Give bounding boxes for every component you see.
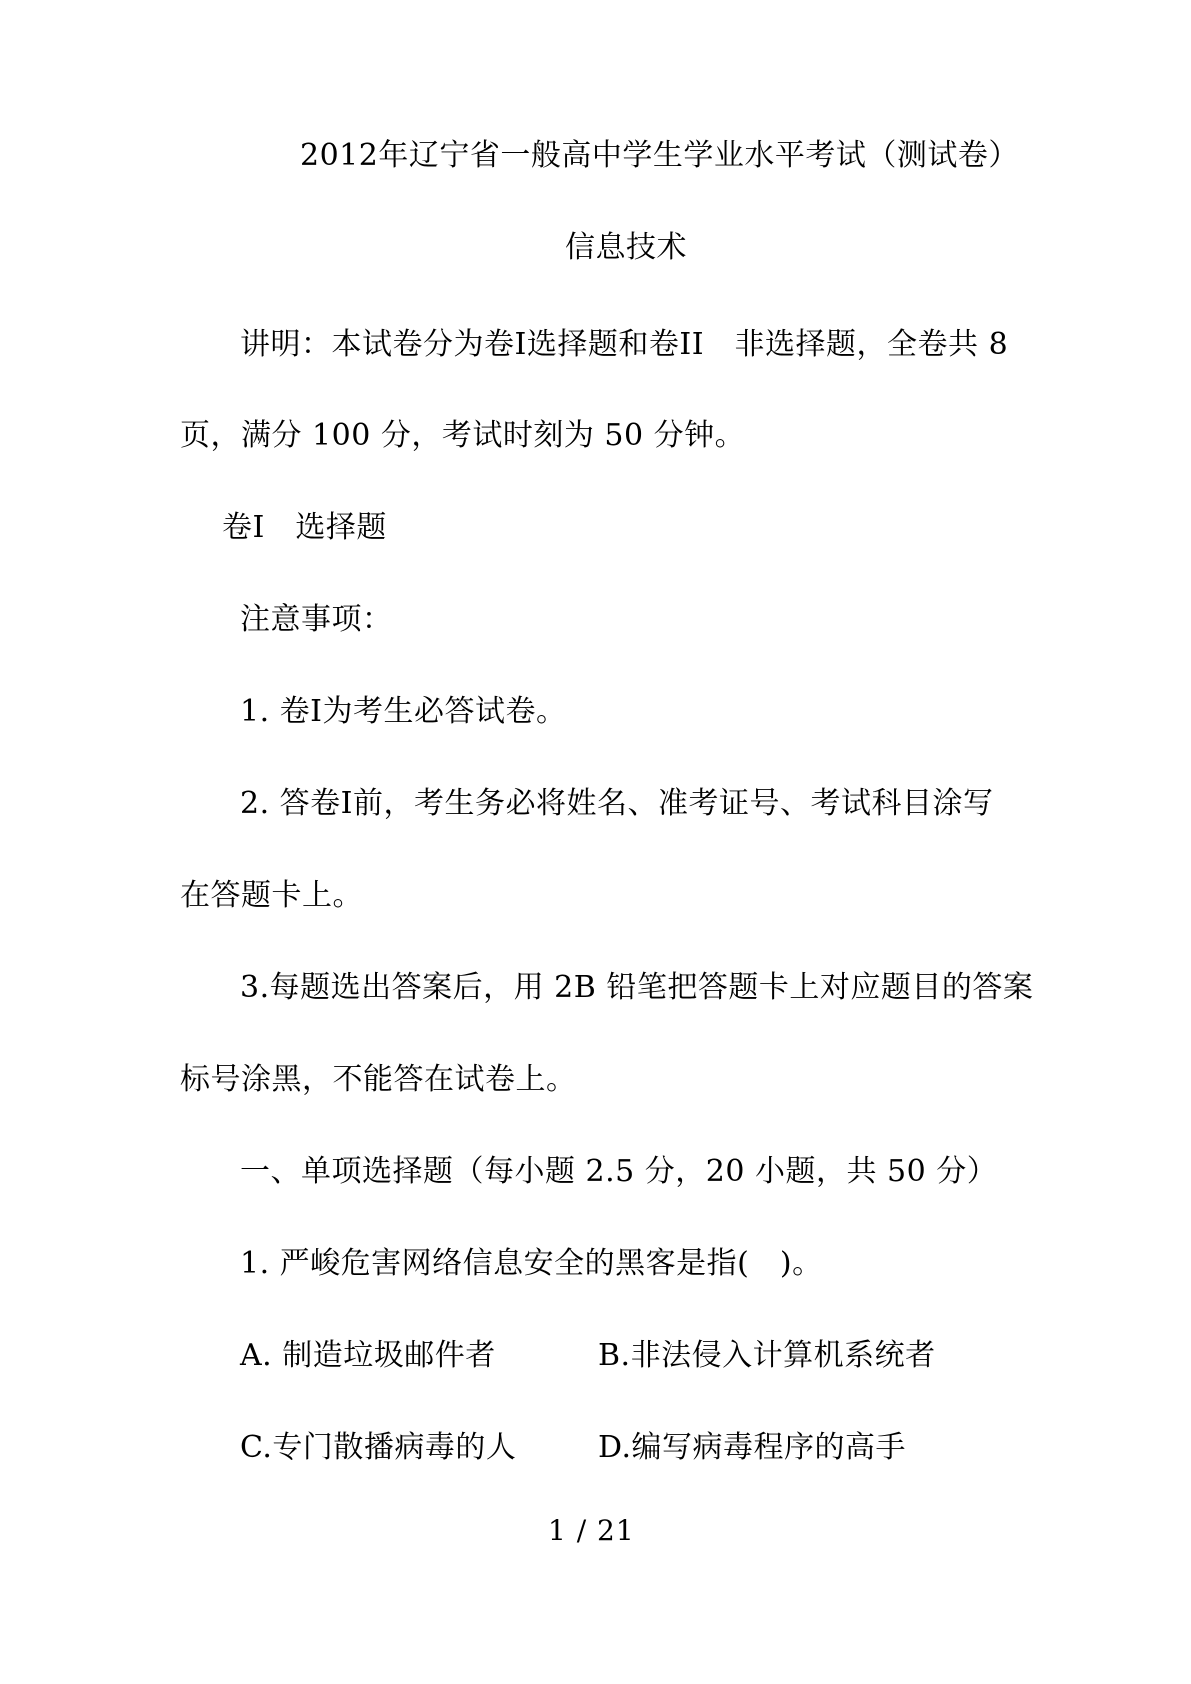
- notes-heading: 注意事项：: [240, 602, 393, 637]
- note-3-line-1: 3.每题选出答案后，用 2B 铅笔把答题卡上对应题目的答案: [240, 970, 1034, 1005]
- question-1-option-c: C.专门散播病毒的人: [240, 1430, 517, 1465]
- exam-subject: 信息技术: [565, 230, 687, 265]
- question-1-option-a: A. 制造垃圾邮件者: [240, 1338, 496, 1373]
- note-3-line-2: 标号涂黑，不能答在试卷上。: [180, 1062, 577, 1097]
- description-line-1: 讲明：本试卷分为卷Ⅰ选择题和卷ⅠⅠ 非选择题，全卷共 8: [240, 327, 1009, 362]
- part-1-heading: 卷Ⅰ 选择题: [222, 510, 387, 545]
- note-2-line-2: 在答题卡上。: [180, 878, 363, 913]
- question-1-stem: 1. 严峻危害网络信息安全的黑客是指( )。: [240, 1246, 823, 1281]
- exam-title: 2012年辽宁省一般高中学生学业水平考试（测试卷）: [300, 138, 1019, 173]
- question-1-option-b: B.非法侵入计算机系统者: [598, 1338, 936, 1373]
- page-number: 1 / 21: [548, 1514, 635, 1547]
- note-2-line-1: 2. 答卷Ⅰ前，考生务必将姓名、准考证号、考试科目涂写: [240, 786, 994, 821]
- note-1: 1. 卷Ⅰ为考生必答试卷。: [240, 694, 567, 729]
- question-1-option-d: D.编写病毒程序的高手: [598, 1430, 907, 1465]
- section-1-heading: 一、单项选择题（每小题 2.5 分，20 小题，共 50 分）: [240, 1154, 998, 1189]
- description-line-2: 页，满分 100 分，考试时刻为 50 分钟。: [180, 418, 746, 453]
